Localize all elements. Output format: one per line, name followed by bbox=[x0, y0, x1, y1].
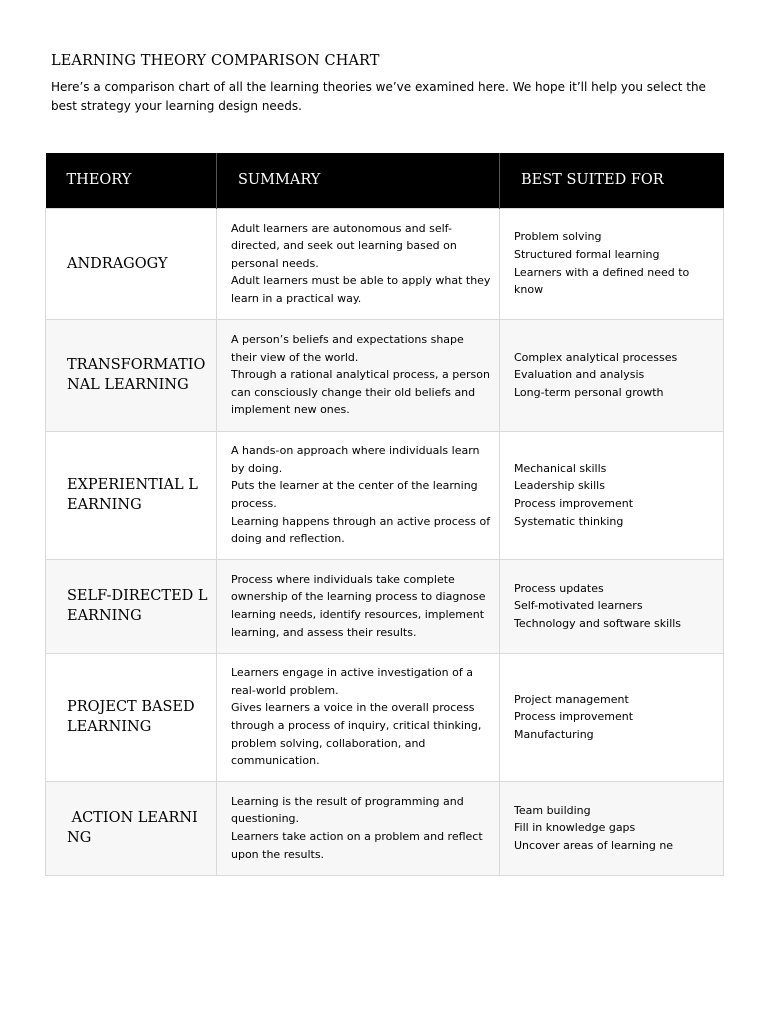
theory-name: SELF-DIRECTED LEARNING bbox=[46, 559, 217, 653]
summary-line: Puts the learner at the center of the learning process. bbox=[231, 479, 478, 510]
best-suited-cell bbox=[500, 208, 724, 319]
best-suited-cell bbox=[500, 781, 724, 875]
header-best-suited-for: BEST SUITED FOR bbox=[500, 153, 724, 208]
best-suited-cell bbox=[500, 653, 724, 781]
table-row bbox=[46, 559, 724, 653]
summary-line: Learning is the result of programming and questioning. bbox=[231, 794, 464, 826]
summary-cell bbox=[217, 653, 500, 781]
theory-name: ACTION LEARNING bbox=[46, 781, 217, 875]
best-suited-item: Fill in knowledge gaps bbox=[514, 821, 636, 835]
best-suited-cell bbox=[500, 319, 724, 431]
summary-line: Adult learners must be able to apply what they learn in a practical way. bbox=[231, 274, 491, 305]
table-row bbox=[46, 431, 724, 559]
summary-cell bbox=[217, 781, 500, 875]
best-suited-item: Structured formal learning bbox=[514, 247, 660, 261]
summary-line: Learners engage in active investigation of a real-world problem. bbox=[231, 666, 473, 697]
table-header-row bbox=[46, 153, 724, 208]
best-suited-item: Project management bbox=[514, 692, 629, 706]
comparison-table bbox=[45, 153, 724, 876]
summary-cell bbox=[217, 559, 500, 653]
best-suited-item: Process improvement bbox=[514, 710, 634, 724]
best-suited-item: Process improvement bbox=[514, 497, 634, 510]
summary-cell bbox=[217, 431, 500, 559]
best-suited-item: Learners with a defined need to know bbox=[514, 265, 690, 297]
table-row bbox=[46, 781, 724, 875]
best-suited-cell bbox=[500, 431, 724, 559]
best-suited-item: Systematic thinking bbox=[514, 514, 624, 528]
summary-line: Learners take action on a problem and reflect upon the results. bbox=[231, 830, 483, 861]
header-theory: THEORY bbox=[46, 153, 217, 208]
theory-name: PROJECT BASED LEARNING bbox=[46, 653, 217, 781]
best-suited-item: Uncover areas of learning ne bbox=[514, 838, 674, 852]
summary-line: A hands-on approach where individuals learn by doing. bbox=[231, 444, 480, 475]
best-suited-item: Technology and software skills bbox=[514, 616, 682, 630]
theory-name: ANDRAGOGY bbox=[46, 208, 217, 319]
summary-line: Learning happens through an active process of doing and reflection. bbox=[231, 514, 491, 546]
theory-name: EXPERIENTIAL LEARNING bbox=[46, 431, 217, 559]
summary-line: Adult learners are autonomous and self-directed, and seek out learning based on personal needs. bbox=[231, 221, 457, 270]
summary-line: Through a rational analytical process, a person can consciously change their old beliefs and implement new ones. bbox=[231, 368, 490, 417]
best-suited-item: Problem solving bbox=[514, 230, 602, 244]
best-suited-item: Leadership skills bbox=[514, 479, 605, 493]
best-suited-item: Self-motivated learners bbox=[514, 599, 643, 613]
best-suited-item: Mechanical skills bbox=[514, 461, 607, 475]
best-suited-item: Team building bbox=[514, 803, 591, 817]
table-row bbox=[46, 319, 724, 431]
summary-cell bbox=[217, 208, 500, 319]
best-suited-item: Evaluation and analysis bbox=[514, 368, 645, 382]
best-suited-item: Manufacturing bbox=[514, 727, 594, 741]
best-suited-item: Long-term personal growth bbox=[514, 385, 664, 399]
document-title: LEARNING THEORY COMPARISON CHART bbox=[51, 53, 380, 69]
header-summary: SUMMARY bbox=[217, 153, 500, 208]
summary-cell bbox=[217, 319, 500, 431]
summary-line: Process where individuals take complete ownership of the learning process to diagnose learning needs, identify resources, implement learning, and assess their results. bbox=[231, 572, 486, 639]
summary-line: Gives learners a voice in the overall process through a process of inquiry, critical thinking, problem solving, collaboration, and communication. bbox=[231, 701, 482, 768]
theory-name: TRANSFORMATIONAL LEARNING bbox=[46, 319, 217, 431]
best-suited-item: Process updates bbox=[514, 581, 604, 595]
intro-paragraph: Here’s a comparison chart of all the learning theories we’ve examined here. We hope it’ll help you select the best strategy your learning design needs. bbox=[51, 80, 706, 113]
summary-line: A person’s beliefs and expectations shape their view of the world. bbox=[231, 333, 464, 364]
table-row bbox=[46, 653, 724, 781]
table-row bbox=[46, 208, 724, 319]
best-suited-cell bbox=[500, 559, 724, 653]
best-suited-item: Complex analytical processes bbox=[514, 350, 678, 364]
